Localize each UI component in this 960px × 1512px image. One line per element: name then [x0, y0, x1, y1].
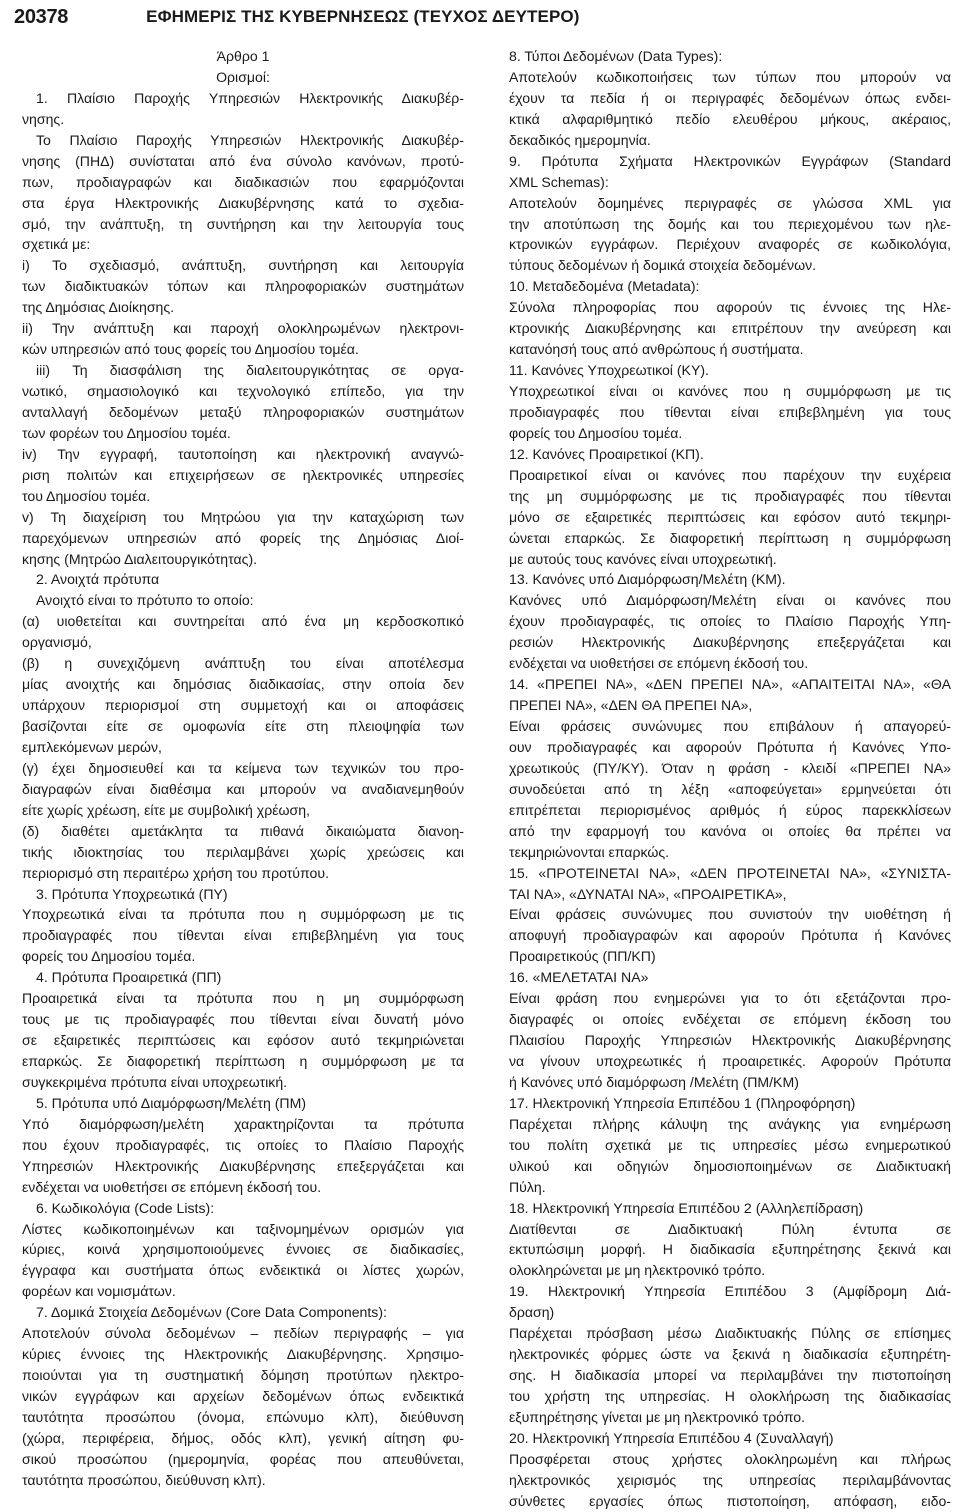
text-line: ηλεκτρονικός χειρισμός της υπηρεσίας περιλαμβάνοντας — [509, 1471, 951, 1488]
text-line: 4. Πρότυπα Προαιρετικά (ΠΠ) — [36, 969, 222, 986]
text-line: 6. Κωδικολόγια (Code Lists): — [36, 1199, 215, 1216]
text-line: 9. Πρότυπα Σχήματα Ηλεκτρονικών Εγγράφων (Standard — [509, 152, 951, 169]
text-line: έχουν προδιαγραφές, τις οποίες το Πλαίσιο Παροχής Υπη- — [509, 613, 951, 630]
text-line: διαγραφές οι οποίες ενδέχεται σε επόμενη έκδοση του — [509, 1011, 951, 1028]
text-line: ή Κανόνες υπό διαμόρφωση /Μελέτη (ΠΜ/ΚΜ) — [509, 1073, 799, 1090]
text-line: βασίζονται είτε σε ομοφωνία είτε στη πλειοψηφία των — [22, 718, 464, 734]
text-line: φορείς του Δημοσίου τομέα. — [22, 948, 196, 965]
text-line: κτρονικών εγγράφων. Περιέχουν αναφορές σε κωδικολόγια, — [509, 236, 951, 253]
text-line: ταυτότητα προσώπου, διεύθυνση κλπ). — [22, 1471, 266, 1488]
text-line: Σύνολα πληροφορίας που αφορούν τις έννοιες της Ηλε- — [509, 299, 951, 316]
text-line: δεκαδικός ημερομηνία. — [509, 131, 651, 148]
text-line: Ορισμοί: — [216, 68, 270, 85]
text-line: 15. «ΠΡΟΤΕΙΝΕΤΑΙ ΝΑ», «ΔΕΝ ΠΡΟΤΕΙΝΕΤΑΙ ΝΑ», «ΣΥΝΙΣΤΑ- — [509, 864, 951, 881]
text-line: XML Schemas): — [509, 173, 609, 190]
text-line: του χρήστη της υπηρεσίας. Η ολοκλήρωση της διαδικασίας — [509, 1388, 951, 1404]
text-line: κησης (Μητρώο Διαλειτουργικότητας). — [22, 550, 258, 567]
text-line: ενδέχεται να υιοθετήσει σε επόμενη έκδοσή του. — [509, 655, 809, 672]
text-line: κτρονικής Διακυβέρνησης και επιτρέπουν την ανεύρεση και — [509, 320, 951, 337]
text-line: (δ) διαθέτει αμετάκλητα τα πιθανά δικαιώματα διανοη- — [22, 822, 464, 839]
text-line: εμπλεκόμενων μερών, — [22, 738, 162, 755]
text-line: ποιούνται για τη συστηματική δόμηση προτύπων ηλεκτρο- — [22, 1367, 464, 1384]
text-line: ώνεται επαρκώς. Σε διαφορετική περίπτωση η συμμόρφωση — [509, 529, 951, 546]
text-line: Κανόνες υπό Διαμόρφωση/Μελέτη είναι οι κανόνες που — [509, 592, 951, 609]
text-line: Παρέχεται πρόσβαση μέσω Διαδικτυακής Πύλης σε επίσημες — [509, 1325, 951, 1342]
text-line: Προσφέρεται στους χρήστες ολοκληρωμένη και πλήρως — [509, 1450, 951, 1467]
text-line: (α) υιοθετείται και συντηρείται από ένα μη κερδοσκοπικό — [22, 613, 464, 630]
text-line: προδιαγραφές που τίθενται είναι επιβεβλημένη για τους — [509, 403, 951, 420]
text-line: (β) η συνεχιζόμενη ανάπτυξη του είναι αποτέλεσμα — [22, 655, 464, 672]
text-line: Προαιρετικά είναι τα πρότυπα που η μη συμμόρφωση — [22, 990, 464, 1007]
text-line: Είναι φράσεις συνώνυμες που επιβάλουν ή απαγορεύ- — [509, 718, 951, 734]
text-line: την αποτύπωση της δομής και του περιεχομένου των ηλε- — [509, 215, 951, 232]
left-column — [22, 46, 464, 1491]
text-line: Είναι φράση που ενημερώνει για το ότι εξετάζονται προ- — [509, 990, 951, 1007]
text-line: Υπηρεσιών Ηλεκτρονικής Διακυβέρνησης επεξεργάζεται και — [22, 1157, 464, 1174]
text-line: διαγραφών είναι διαθέσιμα και μπορούν να αναδιανεμηθούν — [22, 780, 464, 797]
text-line: είτε χωρίς χρέωση, είτε με συμβολική χρέωση, — [22, 801, 310, 818]
text-line: να γίνουν υποχρεωτικές ή προαιρετικές. Αφορούν Πρότυπα — [509, 1053, 951, 1069]
text-line: Υποχρεωτικά είναι τα πρότυπα που η συμμόρφωση με τις — [22, 906, 464, 923]
text-line: 11. Κανόνες Υποχρεωτικοί (ΚΥ). — [509, 362, 709, 379]
text-line: μόνο σε εξαιρετικές περιπτώσεις και εφόσον αυτό τεκμηρι- — [509, 508, 951, 525]
text-line: στα έργα Ηλεκτρονικής Διακυβέρνησης κατά το σχεδια- — [22, 194, 464, 211]
text-line: ταυτότητα προσώπου (όνομα, επώνυμο κλπ), διεύθυνση — [22, 1408, 464, 1425]
text-line: Υποχρεωτικοί είναι οι κανόνες που η συμμόρφωση με τις — [509, 383, 951, 399]
text-line: Λίστες κωδικοποιημένων και ταξινομημένων ορισμών για — [22, 1220, 464, 1237]
text-line: τικής ιδιοκτησίας του περιλαμβάνει χωρίς χρεώσεις και — [22, 843, 464, 860]
text-line: Είναι φράσεις συνώνυμες που συνιστούν την υιοθέτηση ή — [509, 906, 951, 923]
text-line: οργανισμό, — [22, 634, 92, 651]
text-line: αποφυγή προδιαγραφών και αφορούν Πρότυπα ή Κανόνες — [509, 927, 951, 944]
text-line: παρεχόμενων υπηρεσιών από φορείς της Δημόσιας Διοί- — [22, 529, 464, 546]
text-line: νωτικό, σημασιολογικό και τεχνολογικό επίπεδο, για την — [22, 383, 464, 399]
text-line: που έχουν προδιαγραφές, τις οποίες το Πλαίσιο Παροχής — [22, 1136, 464, 1153]
page-header — [14, 3, 950, 31]
text-line: σμό, την ανάπτυξη, τη συντήρηση και την λειτουργία τους — [22, 215, 464, 232]
text-line: τους με τις προδιαγραφές που τίθενται είναι δυνατή μόνο — [22, 1011, 464, 1028]
text-line: 3. Πρότυπα Υποχρεωτικά (ΠΥ) — [36, 885, 228, 902]
text-line: ενδέχεται να υιοθετήσει σε επόμενη έκδοσή του. — [22, 1178, 322, 1195]
text-line: σης. Η διαδικασία μπορεί να περιλαμβάνει την πιστοποίηση — [509, 1367, 951, 1384]
text-line: συνοδεύεται από τη λέξη «αποφεύγεται» ερμηνεύεται ότι — [509, 780, 951, 797]
text-line: 10. Μεταδεδομένα (Metadata): — [509, 278, 700, 295]
text-line: του πολίτη σχετικά με τις υπηρεσίες μέσω ενημερωτικού — [509, 1136, 951, 1153]
text-line: υπάρχουν περιορισμοί στη συμμετοχή και οι αποφάσεις — [22, 697, 464, 714]
text-line: i) Το σχεδιασμό, ανάπτυξη, συντήρηση και λειτουργία — [22, 257, 464, 274]
text-line: Προαιρετικοί είναι οι κανόνες που παρέχουν την ευχέρεια — [509, 466, 951, 483]
text-line: Υπό διαμόρφωση/μελέτη χαρακτηρίζονται τα πρότυπα — [22, 1115, 464, 1132]
text-line: ΠΡΕΠΕΙ ΝΑ», «ΔΕΝ ΘΑ ΠΡΕΠΕΙ ΝΑ», — [509, 697, 753, 714]
text-line: 7. Δομικά Στοιχεία Δεδομένων (Core Data Components): — [36, 1304, 387, 1321]
text-line: εξυπηρέτησης γίνεται με μη ηλεκτρονικό τρόπο. — [509, 1408, 806, 1425]
text-line: Αποτελούν κωδικοποιήσεις των τύπων που μπορούν να — [509, 68, 951, 85]
text-line: 13. Κανόνες υπό Διαμόρφωση/Μελέτη (ΚΜ). — [509, 571, 786, 588]
text-line: σχετικά με: — [22, 236, 91, 253]
text-line: Παρέχεται πλήρης κάλυψη της ανάγκης για ενημέρωση — [509, 1115, 951, 1132]
text-line: νησης. — [22, 110, 65, 127]
text-line: με αυτούς τους κανόνες είναι υποχρεωτική. — [509, 550, 777, 567]
text-line: σικού προσώπου (ημερομηνία, φορέας που απευθύνεται, — [22, 1450, 464, 1467]
text-line: των φορέων του Δημοσίου τομέα. — [22, 424, 231, 441]
text-line: επαρκώς. Σε διαφορετική περίπτωση η συμμόρφωση με τα — [22, 1053, 464, 1069]
text-line: υλικού και οδηγιών δημοσιοποιημένων σε Διαδικτυακή — [509, 1157, 951, 1174]
text-line: Πλαισίου Παροχής Υπηρεσιών Ηλεκτρονικής Διακυβέρνησης — [509, 1032, 951, 1049]
text-line: 18. Ηλεκτρονική Υπηρεσία Επιπέδου 2 (Αλληλεπίδραση) — [509, 1199, 864, 1216]
text-line: κών υπηρεσιών από τους φορείς του Δημοσίου τομέα. — [22, 341, 359, 358]
text-line: από την εφαρμογή του κανόνα οι οποίες θα πρέπει να — [509, 822, 951, 839]
text-line: της μη συμμόρφωσης με τις προδιαγραφές που τίθενται — [509, 487, 951, 504]
text-line: Αποτελούν δομημένες περιγραφές σε γλώσσα XML για — [509, 194, 951, 211]
text-line: 14. «ΠΡΕΠΕΙ ΝΑ», «ΔΕΝ ΠΡΕΠΕΙ ΝΑ», «ΑΠΑΙΤΕΙΤΑΙ ΝΑ», «ΘΑ — [509, 676, 951, 693]
text-line: (γ) έχει δημοσιευθεί και τα κείμενα των τεχνικών του προ- — [22, 759, 464, 776]
text-line: τεκμηριώνονται επαρκώς. — [509, 843, 670, 860]
text-line: κατανόησή τους από ανθρώπους ή συστήματα. — [509, 341, 804, 358]
right-column — [509, 46, 951, 1512]
text-line: σε εξαιρετικές περιπτώσεις και εφόσον αυτό τεκμηριώνεται — [22, 1032, 464, 1049]
text-line: ρεσιών Ηλεκτρονικής Διακυβέρνησης επεξεργάζεται και — [509, 634, 951, 651]
text-line: 20. Ηλεκτρονική Υπηρεσία Επιπέδου 4 (Συναλλαγή) — [509, 1429, 834, 1446]
text-line: Προαιρετικούς (ΠΠ/ΚΠ) — [509, 948, 656, 965]
text-line: 5. Πρότυπα υπό Διαμόρφωση/Μελέτη (ΠΜ) — [36, 1094, 307, 1111]
text-line: Ανοιχτό είναι το πρότυπο το οποίο: — [36, 592, 254, 609]
text-line: (χώρα, περιφέρεια, δήμος, οδός κλπ), γενική αίτηση φυ- — [22, 1429, 464, 1446]
text-line: συγκεκριμένα πρότυπα είναι υποχρεωτική. — [22, 1073, 288, 1090]
text-line: 19. Ηλεκτρονική Υπηρεσία Επιπέδου 3 (Αμφίδρομη Διά- — [509, 1283, 951, 1300]
text-line: νικών εγγράφων και αρχείων δεδομένων όπως ενδεικτικά — [22, 1388, 464, 1404]
text-line: ανταλλαγή δεδομένων μεταξύ πληροφοριακών συστημάτων — [22, 403, 464, 420]
text-line: κύριες έννοιες της Ηλεκτρονικής Διακυβέρνησης. Χρησιμο- — [22, 1346, 464, 1363]
text-line: Αποτελούν σύνολα δεδομένων – πεδίων περιγραφής – για — [22, 1325, 464, 1342]
text-line: προδιαγραφές που τίθενται είναι επιβεβλημένη για τους — [22, 927, 464, 944]
text-line: κτικά αλφαριθμητικό πεδίο ελευθέρου μήκους, ακέραιος, — [509, 110, 951, 127]
text-line: των διαδικτυακών τόπων και πληροφοριακών συστημάτων — [22, 278, 464, 295]
text-line: Διατίθενται σε Διαδικτυακή Πύλη έντυπα σε — [509, 1220, 951, 1237]
text-line: τύπους δεδομένων ή δομικά στοιχεία δεδομένων. — [509, 257, 817, 274]
text-line: κύριες, κοινά χρησιμοποιούμενες έννοιες σε διαδικασίες, — [22, 1241, 464, 1258]
text-line: φορείς του Δημοσίου τομέα. — [509, 424, 683, 441]
text-line: εκτυπώσιμη μορφή. Η διαδικασία εξυπηρέτησης ξεκινά και — [509, 1241, 951, 1258]
text-line: χρεωτικούς (ΠΥ/ΚΥ). Όταν η φράση - κλειδί «ΠΡΕΠΕΙ ΝΑ» — [509, 759, 951, 776]
text-line: Το Πλαίσιο Παροχής Υπηρεσιών Ηλεκτρονικής Διακυβέρ- — [36, 131, 464, 148]
text-line: v) Τη διαχείριση του Μητρώου για την καταχώριση των — [22, 508, 464, 525]
text-line: φορέων και νομισμάτων. — [22, 1283, 176, 1300]
text-line: 2. Ανοιχτά πρότυπα — [36, 571, 160, 588]
text-line: 1. Πλαίσιο Παροχής Υπηρεσιών Ηλεκτρονικής Διακυβέρ- — [36, 89, 464, 106]
text-line: iv) Την εγγραφή, ταυτοποίηση και ηλεκτρονική αναγνώ- — [22, 445, 464, 462]
text-line: νησης (ΠΗΔ) συνίσταται από ένα σύνολο κανόνων, προτύ- — [22, 152, 464, 169]
text-line: iii) Τη διασφάλιση της διαλειτουργικότητας σε οργα- — [36, 362, 464, 379]
text-line: 8. Τύποι Δεδομένων (Data Types): — [509, 48, 723, 64]
text-line: πων, προδιαγραφών και διαδικασιών που εφαρμόζονται — [22, 173, 464, 190]
text-line: σύνθετες εργασίες όπως πιστοποίηση, απόφαση, ειδο- — [509, 1492, 951, 1509]
text-line: περιορισμό στη περαιτέρω χρήση του προτύπου. — [22, 864, 329, 881]
text-line: μίας ανοιχτής και δημόσιας διαδικασίας, στην οποία δεν — [22, 676, 464, 693]
text-line: ριση πολιτών και επιχειρήσεων σε ηλεκτρονικές υπηρεσίες — [22, 466, 464, 483]
text-line: ηλεκτρονικές φόρμες ώστε να ξεκινά η διαδικασία εξυπηρέτη- — [509, 1346, 951, 1363]
text-line: της Δημόσιας Διοίκησης. — [22, 299, 175, 316]
page-number: 20378 — [14, 5, 69, 28]
gazette-title: ΕΦΗΜΕΡΙΣ ΤΗΣ ΚΥΒΕΡΝΗΣΕΩΣ (ΤΕΥΧΟΣ ΔΕΥΤΕΡΟ) — [146, 7, 580, 26]
text-line: επιτρέπεται περιορισμένος αριθμός ή εύρος παρεκκλίσεων — [509, 801, 951, 818]
text-line: Πύλη. — [509, 1178, 546, 1195]
text-line: 12. Κανόνες Προαιρετικοί (ΚΠ). — [509, 445, 704, 462]
text-line: ΤΑΙ ΝΑ», «ΔΥΝΑΤΑΙ ΝΑ», «ΠΡΟΑΙΡΕΤΙΚΑ», — [509, 885, 787, 902]
text-line: Άρθρο 1 — [216, 48, 270, 64]
text-line: 16. «ΜΕΛΕΤΑΤΑΙ ΝΑ» — [509, 969, 649, 986]
text-line: δραση) — [509, 1304, 555, 1321]
text-line: ii) Την ανάπτυξη και παροχή ολοκληρωμένων ηλεκτρονι- — [22, 320, 464, 337]
text-line: του Δημοσίου τομέα. — [22, 487, 151, 504]
text-line: έχουν τα πεδία ή οι περιγραφές δεδομένων όπως ενδει- — [509, 89, 951, 106]
text-line: ουν προδιαγραφές και αφορούν Πρότυπα ή Κανόνες Υπο- — [509, 738, 951, 755]
text-line: έγγραφα και συστήματα όπως ενδεικτικά οι λίστες χωρών, — [22, 1262, 464, 1279]
text-line: 17. Ηλεκτρονική Υπηρεσία Επιπέδου 1 (Πληροφόρηση) — [509, 1094, 856, 1111]
text-line: ολοκληρώνεται με μη ηλεκτρονικό τρόπο. — [509, 1262, 766, 1279]
